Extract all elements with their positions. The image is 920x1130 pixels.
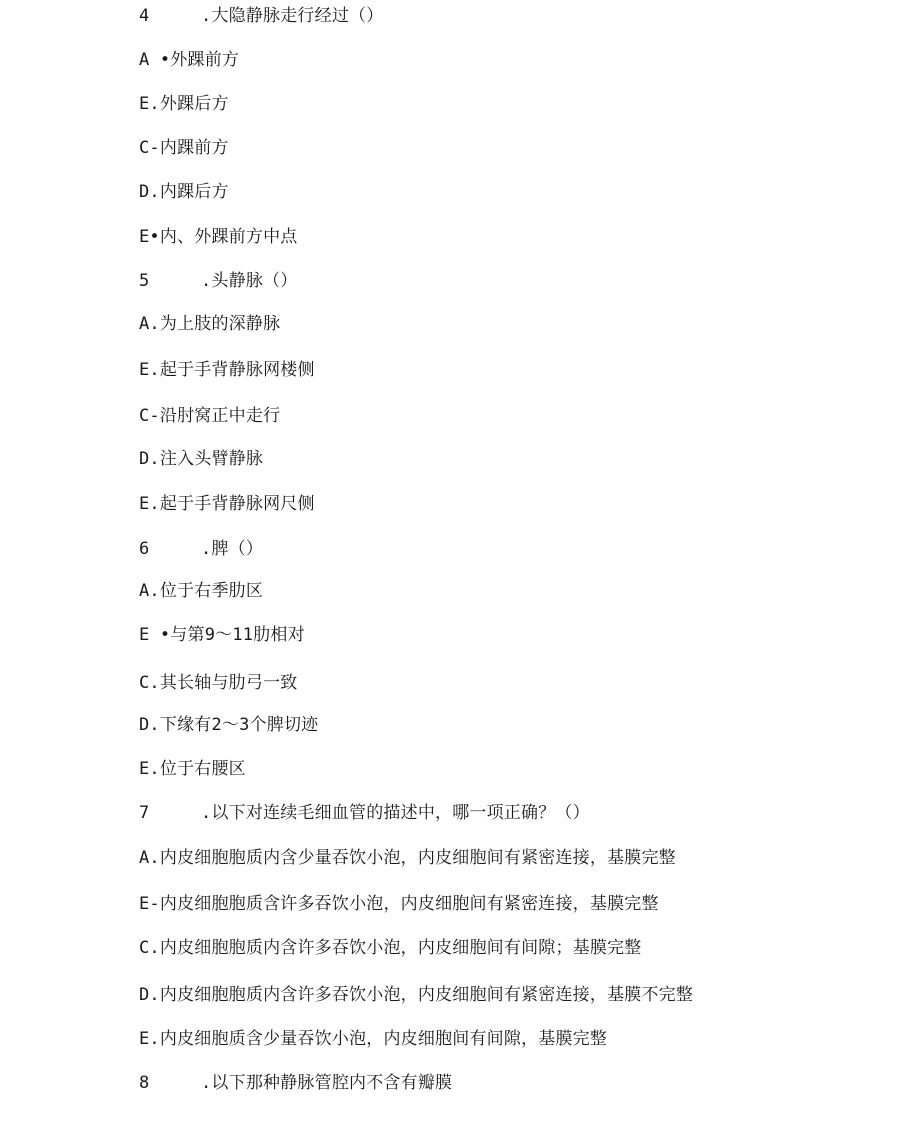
question-text: .头静脉（） [201,271,298,291]
question-8-stem [139,1073,452,1093]
option-line: E.内皮细胞质含少量吞饮小泡，内皮细胞间有间隙，基膜完整 [139,1029,608,1049]
question-text: .以下那种静脉管腔内不含有瓣膜 [201,1073,453,1093]
question-text: .以下对连续毛细血管的描述中，哪一项正确？（） [201,803,590,823]
option-line: E.起于手背静脉网楼侧 [139,360,315,380]
question-number: 8 [139,1073,150,1093]
question-7-stem [139,803,590,823]
option-line: E-内皮细胞胞质含许多吞饮小泡，内皮细胞间有紧密连接，基膜完整 [139,894,659,914]
option-line: E.外踝后方 [139,94,229,114]
question-number: 6 [139,539,150,559]
question-4-stem [139,6,383,26]
option-line: D.下缘有2～3个脾切迹 [139,715,319,735]
option-line: C-内踝前方 [139,138,229,158]
option-line: A •外踝前方 [139,50,240,70]
question-text: .脾（） [201,539,264,559]
option-line: C.其长轴与肋弓一致 [139,673,298,693]
question-6-stem [139,539,263,559]
option-line: C.内皮细胞胞质内含许多吞饮小泡，内皮细胞间有间隙；基膜完整 [139,938,642,958]
option-line: E.起于手背静脉网尺侧 [139,494,315,514]
question-text: .大隐静脉走行经过（） [201,6,384,26]
option-line: D.内踝后方 [139,182,229,202]
option-line: C-沿肘窝正中走行 [139,406,281,426]
option-line: E.位于右腰区 [139,759,246,779]
option-line: D.注入头臂静脉 [139,449,264,469]
option-line: E•内、外踝前方中点 [139,227,298,247]
option-line: E •与第9～11肋相对 [139,625,305,645]
question-number: 4 [139,6,150,26]
option-line: A.内皮细胞胞质内含少量吞饮小泡，内皮细胞间有紧密连接，基膜完整 [139,848,676,868]
option-line: A.位于右季肋区 [139,581,264,601]
option-line: D.内皮细胞胞质内含许多吞饮小泡，内皮细胞间有紧密连接，基膜不完整 [139,985,694,1005]
question-5-stem [139,271,297,291]
option-line: A.为上肢的深静脉 [139,314,281,334]
question-number: 7 [139,803,150,823]
question-number: 5 [139,271,150,291]
